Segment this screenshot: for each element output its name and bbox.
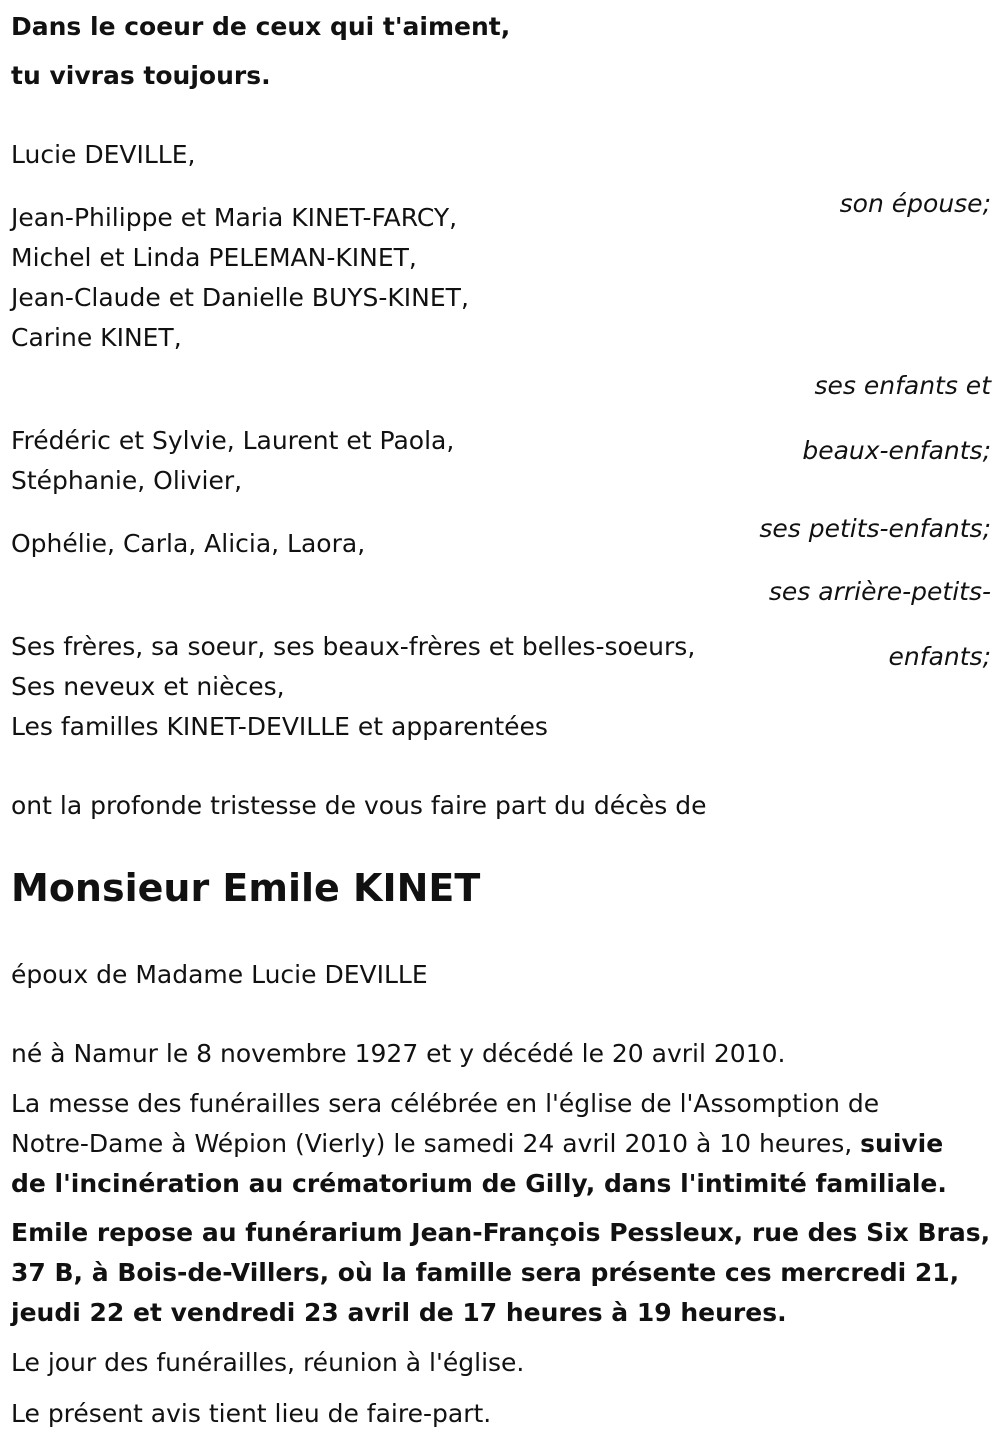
deceased-wrap (11, 863, 991, 913)
great-grandchildren-relation-line-1: ses arrière-petits- (768, 577, 991, 606)
child-name: Carine KINET, (11, 323, 182, 352)
mass-line-2-bold: suivie (860, 1129, 944, 1158)
children-relation-line-2: beaux-enfants; (802, 436, 991, 465)
grandchild-name: Frédéric et Sylvie, Laurent et Paola, (11, 426, 455, 455)
mass-line-3: de l'incinération au crématorium de Gilly, dans l'intimité familiale. (11, 1169, 947, 1198)
extended-family-block (11, 627, 991, 747)
children-relation-line-1: ses enfants et (814, 371, 991, 400)
epigraph-line-2-wrap (11, 56, 991, 96)
mass-line-2 (11, 1124, 991, 1164)
mass-line-2-text: Notre-Dame à Wépion (Vierly) le samedi 24 avril 2010 à 10 heures, (11, 1129, 861, 1158)
spouse-name: Lucie DEVILLE, (11, 140, 196, 169)
epigraph-line-1: Dans le coeur de ceux qui t'aiment, (11, 12, 511, 41)
spouse-of-text: époux de Madame Lucie DEVILLE (11, 960, 428, 989)
viewing-line-3: jeudi 22 et vendredi 23 avril de 17 heures à 19 heures. (11, 1298, 787, 1327)
announcement-wrap (11, 786, 991, 826)
spouse-relation: son épouse; (839, 189, 991, 218)
family-line: Ses frères, sa soeur, ses beaux-frères et belles-soeurs, (11, 632, 696, 661)
family-line: Les familles KINET-DEVILLE et apparentées (11, 712, 548, 741)
meeting-text: Le jour des funérailles, réunion à l'église. (11, 1348, 525, 1377)
spouse-of-wrap (11, 955, 991, 995)
deceased-name: Monsieur Emile KINET (11, 866, 481, 910)
child-name: Michel et Linda PELEMAN-KINET, (11, 243, 417, 272)
child-name: Jean-Philippe et Maria KINET-FARCY, (11, 203, 458, 232)
birth-death-wrap (11, 1034, 991, 1074)
mass-line-1: La messe des funérailles sera célébrée en l'église de l'Assomption de (11, 1089, 880, 1118)
mass-paragraph (11, 1084, 991, 1204)
grandchildren-relation: ses petits-enfants; (759, 514, 991, 543)
viewing-paragraph (11, 1213, 991, 1333)
grandchild-name: Stéphanie, Olivier, (11, 466, 243, 495)
notice-text: Le présent avis tient lieu de faire-part. (11, 1399, 492, 1428)
child-name: Jean-Claude et Danielle BUYS-KINET, (11, 283, 469, 312)
viewing-line-1: Emile repose au funérarium Jean-François Pessleux, rue des Six Bras, (11, 1218, 991, 1247)
great-grandchildren-relation-line-2: enfants; (888, 642, 991, 671)
great-grandchildren-names: Ophélie, Carla, Alicia, Laora, (11, 529, 366, 558)
children-block (11, 198, 991, 358)
notice-wrap (11, 1394, 991, 1434)
epigraph (11, 7, 991, 47)
birth-death-text: né à Namur le 8 novembre 1927 et y décédé le 20 avril 2010. (11, 1039, 786, 1068)
meeting-wrap (11, 1343, 991, 1383)
announcement-text: ont la profonde tristesse de vous faire part du décès de (11, 791, 707, 820)
epigraph-line-2: tu vivras toujours. (11, 61, 271, 90)
viewing-line-2: 37 B, à Bois-de-Villers, où la famille sera présente ces mercredi 21, (11, 1258, 960, 1287)
family-line: Ses neveux et nièces, (11, 672, 285, 701)
